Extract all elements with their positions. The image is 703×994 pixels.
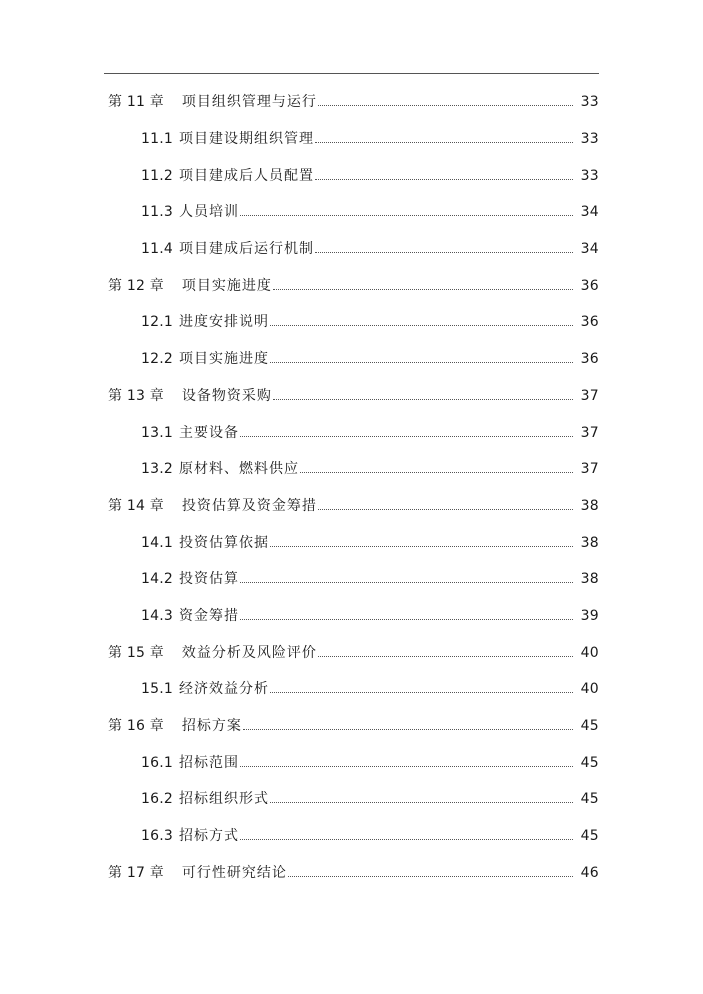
toc-entry-title: 资金筹措 (178, 607, 239, 624)
toc-entry-number: 11.4 (141, 241, 173, 258)
toc-chapter-entry[interactable] (0, 84, 703, 121)
toc-entry-lead (141, 609, 573, 623)
toc-entry-lead (141, 682, 573, 696)
toc-entry-page-number: 37 (580, 424, 599, 441)
toc-entry-number: 16.3 (141, 828, 173, 845)
toc-entry-lead (141, 572, 573, 586)
toc-entry-page-number: 45 (580, 828, 599, 845)
toc-entry-page-number: 33 (580, 131, 599, 148)
toc-entry-page-number: 33 (580, 167, 599, 184)
toc-entry-title: 进度安排说明 (178, 314, 269, 331)
toc-dot-leader (270, 325, 573, 326)
toc-entry-lead (141, 426, 573, 440)
header-rule (104, 73, 599, 74)
toc-entry-page-number: 37 (580, 461, 599, 478)
toc-dot-leader (318, 509, 573, 510)
toc-entry-page-number: 34 (580, 204, 599, 221)
toc-section-entry[interactable] (0, 304, 703, 341)
toc-entry-title: 原材料、燃料供应 (178, 461, 299, 478)
toc-entry-page-number: 45 (580, 718, 599, 735)
toc-entry-page-number: 40 (580, 644, 599, 661)
toc-entry-number: 13.2 (141, 461, 173, 478)
toc-entry-page-number: 38 (580, 497, 599, 514)
toc-entry-lead (141, 169, 573, 183)
toc-entry-lead (108, 866, 573, 880)
toc-entry-title: 投资估算 (178, 571, 239, 588)
toc-entry-number: 第 16 章 (108, 718, 164, 735)
toc-entry-number: 15.1 (141, 681, 173, 698)
toc-dot-leader (240, 215, 573, 216)
toc-entry-lead (141, 205, 573, 219)
toc-entry-number: 11.3 (141, 204, 173, 221)
toc-entry-page-number: 38 (580, 571, 599, 588)
toc-dot-leader (240, 436, 573, 437)
toc-dot-leader (240, 839, 573, 840)
toc-section-entry[interactable] (0, 744, 703, 781)
toc-chapter-entry[interactable] (0, 267, 703, 304)
toc-section-entry[interactable] (0, 524, 703, 561)
toc-entry-page-number: 36 (580, 314, 599, 331)
toc-section-entry[interactable] (0, 671, 703, 708)
toc-entry-page-number: 38 (580, 534, 599, 551)
toc-section-entry[interactable] (0, 194, 703, 231)
toc-entry-title: 项目建设期组织管理 (178, 131, 314, 148)
toc-entry-number: 14.1 (141, 534, 173, 551)
toc-entry-lead (108, 279, 573, 293)
toc-chapter-entry[interactable] (0, 854, 703, 891)
toc-entry-page-number: 34 (580, 241, 599, 258)
toc-entry-lead (141, 829, 573, 843)
toc-entry-lead (141, 756, 573, 770)
toc-entry-number: 第 12 章 (108, 277, 164, 294)
toc-entry-number: 11.2 (141, 167, 173, 184)
toc-dot-leader (240, 619, 573, 620)
toc-dot-leader (270, 802, 573, 803)
toc-entry-lead (141, 536, 573, 550)
toc-dot-leader (315, 179, 573, 180)
toc-entry-title: 项目实施进度 (181, 277, 272, 294)
toc-entry-number: 第 15 章 (108, 644, 164, 661)
toc-entry-title: 招标范围 (178, 754, 239, 771)
toc-dot-leader (240, 766, 573, 767)
toc-entry-number: 13.1 (141, 424, 173, 441)
toc-entry-title: 主要设备 (178, 424, 239, 441)
table-of-contents (0, 84, 703, 891)
toc-dot-leader (270, 546, 573, 547)
toc-entry-title: 项目建成后运行机制 (178, 241, 314, 258)
toc-chapter-entry[interactable] (0, 488, 703, 525)
toc-dot-leader (270, 692, 573, 693)
toc-section-entry[interactable] (0, 157, 703, 194)
toc-section-entry[interactable] (0, 121, 703, 158)
toc-entry-title: 可行性研究结论 (181, 864, 287, 881)
toc-entry-lead (108, 499, 573, 513)
toc-entry-page-number: 39 (580, 607, 599, 624)
toc-dot-leader (288, 876, 573, 877)
toc-section-entry[interactable] (0, 598, 703, 635)
toc-entry-title: 人员培训 (178, 204, 239, 221)
toc-entry-title: 项目实施进度 (178, 351, 269, 368)
toc-section-entry[interactable] (0, 341, 703, 378)
toc-entry-title: 招标组织形式 (178, 791, 269, 808)
toc-entry-page-number: 45 (580, 754, 599, 771)
toc-entry-number: 14.3 (141, 607, 173, 624)
toc-entry-lead (108, 389, 573, 403)
toc-entry-page-number: 45 (580, 791, 599, 808)
toc-entry-number: 11.1 (141, 131, 173, 148)
toc-entry-lead (108, 646, 573, 660)
toc-entry-lead (141, 792, 573, 806)
toc-entry-page-number: 36 (580, 277, 599, 294)
toc-dot-leader (240, 582, 573, 583)
toc-entry-lead (108, 719, 573, 733)
toc-entry-number: 16.1 (141, 754, 173, 771)
toc-chapter-entry[interactable] (0, 634, 703, 671)
toc-dot-leader (273, 289, 573, 290)
toc-section-entry[interactable] (0, 414, 703, 451)
toc-entry-number: 第 17 章 (108, 864, 164, 881)
toc-section-entry[interactable] (0, 781, 703, 818)
toc-dot-leader (300, 472, 573, 473)
toc-dot-leader (315, 252, 573, 253)
toc-entry-lead (141, 132, 573, 146)
toc-entry-number: 第 14 章 (108, 497, 164, 514)
toc-chapter-entry[interactable] (0, 378, 703, 415)
toc-entry-title: 项目组织管理与运行 (181, 94, 317, 111)
toc-entry-page-number: 33 (580, 94, 599, 111)
toc-dot-leader (270, 362, 573, 363)
toc-dot-leader (273, 399, 573, 400)
toc-entry-lead (141, 315, 573, 329)
toc-entry-title: 招标方式 (178, 828, 239, 845)
toc-entry-title: 经济效益分析 (178, 681, 269, 698)
toc-entry-title: 投资估算及资金筹措 (181, 497, 317, 514)
toc-entry-number: 16.2 (141, 791, 173, 808)
toc-entry-lead (141, 462, 573, 476)
toc-section-entry[interactable] (0, 451, 703, 488)
toc-entry-number: 第 13 章 (108, 387, 164, 404)
toc-entry-title: 项目建成后人员配置 (178, 167, 314, 184)
toc-dot-leader (318, 656, 573, 657)
toc-dot-leader (243, 729, 573, 730)
toc-section-entry[interactable] (0, 561, 703, 598)
toc-entry-number: 14.2 (141, 571, 173, 588)
toc-section-entry[interactable] (0, 231, 703, 268)
toc-entry-lead (141, 242, 573, 256)
toc-entry-title: 设备物资采购 (181, 387, 272, 404)
toc-entry-number: 12.2 (141, 351, 173, 368)
toc-entry-page-number: 40 (580, 681, 599, 698)
toc-dot-leader (318, 105, 573, 106)
toc-entry-page-number: 37 (580, 387, 599, 404)
toc-entry-title: 招标方案 (181, 718, 242, 735)
toc-entry-title: 效益分析及风险评价 (181, 644, 317, 661)
toc-entry-page-number: 36 (580, 351, 599, 368)
toc-entry-number: 第 11 章 (108, 94, 164, 111)
toc-entry-page-number: 46 (580, 864, 599, 881)
toc-entry-title: 投资估算依据 (178, 534, 269, 551)
toc-chapter-entry[interactable] (0, 708, 703, 745)
toc-entry-number: 12.1 (141, 314, 173, 331)
toc-entry-lead (108, 95, 573, 109)
toc-entry-lead (141, 352, 573, 366)
toc-dot-leader (315, 142, 573, 143)
toc-section-entry[interactable] (0, 818, 703, 855)
